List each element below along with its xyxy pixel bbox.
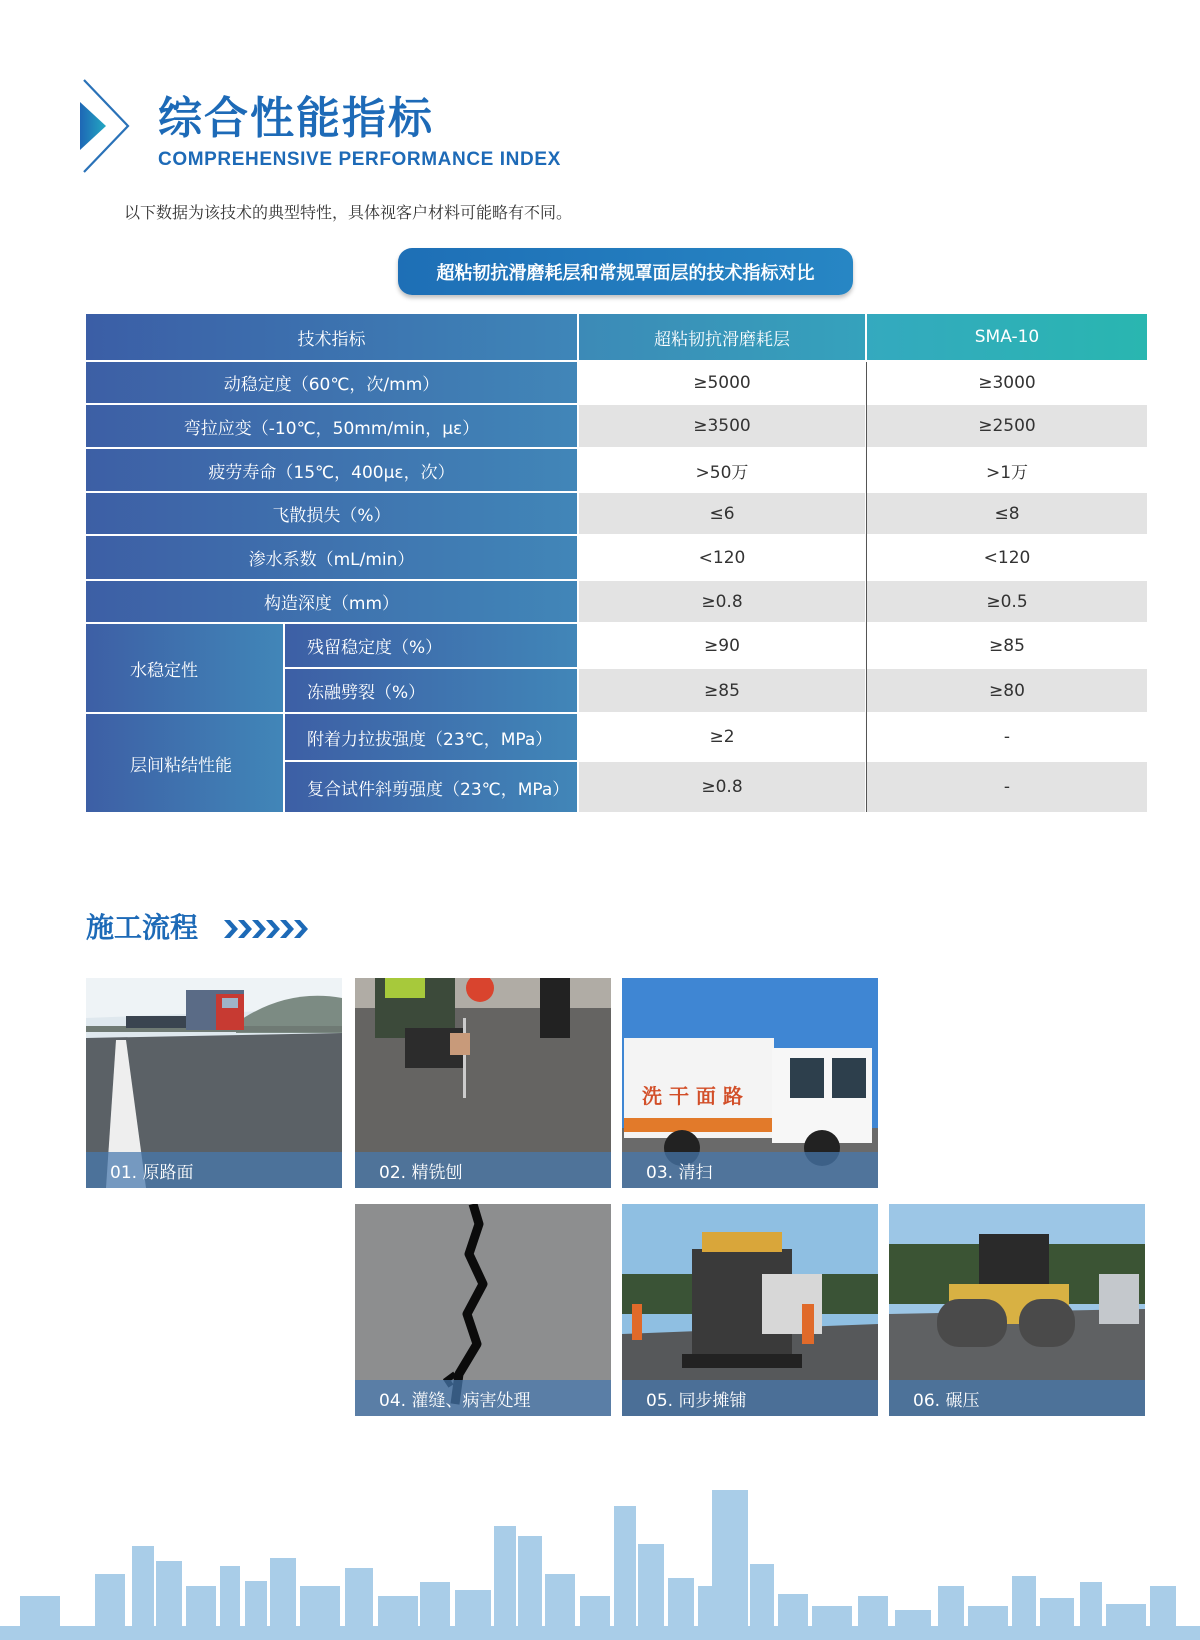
row-label: 附着力拉拔强度（23℃，MPa） xyxy=(285,714,577,760)
row-value-sma: ≥3000 xyxy=(867,362,1147,403)
step-caption: 05. 同步摊铺 xyxy=(622,1380,878,1416)
comparison-title: 超粘韧抗滑磨耗层和常规罩面层的技术指标对比 xyxy=(436,262,815,284)
comparison-title-badge xyxy=(398,248,853,295)
step-caption: 06. 碾压 xyxy=(889,1380,1145,1416)
chevron-arrows-icon xyxy=(224,918,314,940)
row-value-sma: - xyxy=(867,762,1147,812)
step-caption: 03. 清扫 xyxy=(622,1152,878,1188)
row-value-new: >50万 xyxy=(579,449,865,491)
row-value-sma: <120 xyxy=(867,536,1147,579)
chevron-logo-icon xyxy=(80,78,132,174)
step-caption: 01. 原路面 xyxy=(86,1152,342,1188)
row-value-sma: ≤8 xyxy=(867,493,1147,534)
page-subtitle: COMPREHENSIVE PERFORMANCE INDEX xyxy=(158,149,561,170)
row-value-new: ≥0.8 xyxy=(579,762,865,812)
row-value-sma: >1万 xyxy=(867,449,1147,491)
column-divider xyxy=(866,362,867,812)
process-step-3 xyxy=(622,978,878,1188)
process-step-6 xyxy=(889,1204,1145,1416)
city-skyline-graphic xyxy=(0,1486,1200,1640)
group-label-water-stability: 水稳定性 xyxy=(86,624,283,712)
step-caption: 02. 精铣刨 xyxy=(355,1152,611,1188)
row-value-new: ≥5000 xyxy=(579,362,865,403)
column-header-new-layer: 超粘韧抗滑磨耗层 xyxy=(579,314,865,360)
column-header-sma10: SMA-10 xyxy=(867,314,1147,360)
row-value-new: ≥85 xyxy=(579,669,865,712)
row-label: 渗水系数（mL/min） xyxy=(86,536,577,579)
group-label-interlayer-bond: 层间粘结性能 xyxy=(86,714,283,812)
intro-text: 以下数据为该技术的典型特性，具体视客户材料可能略有不同。 xyxy=(124,203,573,222)
row-label: 飞散损失（%） xyxy=(86,493,577,534)
row-value-sma: ≥0.5 xyxy=(867,581,1147,622)
page-title: 综合性能指标 xyxy=(158,93,434,144)
row-value-new: ≥0.8 xyxy=(579,581,865,622)
column-header-metric: 技术指标 xyxy=(86,314,577,360)
process-step-5 xyxy=(622,1204,878,1416)
row-value-new: <120 xyxy=(579,536,865,579)
row-label: 冻融劈裂（%） xyxy=(285,669,577,712)
row-label: 弯拉应变（-10℃，50mm/min，με） xyxy=(86,405,577,447)
row-value-sma: ≥85 xyxy=(867,624,1147,667)
process-title: 施工流程 xyxy=(86,911,199,944)
row-label: 残留稳定度（%） xyxy=(285,624,577,667)
row-value-new: ≤6 xyxy=(579,493,865,534)
row-value-new: ≥90 xyxy=(579,624,865,667)
row-label: 疲劳寿命（15℃，400με，次） xyxy=(86,449,577,491)
svg-text:洗 干 面 路: 洗 干 面 路 xyxy=(642,1084,743,1108)
row-value-sma: - xyxy=(867,714,1147,760)
row-value-new: ≥2 xyxy=(579,714,865,760)
process-step-4 xyxy=(355,1204,611,1416)
row-value-new: ≥3500 xyxy=(579,405,865,447)
comparison-table xyxy=(86,314,1147,812)
row-label: 动稳定度（60℃，次/mm） xyxy=(86,362,577,403)
process-step-1 xyxy=(86,978,342,1188)
step-caption: 04. 灌缝、病害处理 xyxy=(355,1380,611,1416)
process-step-2 xyxy=(355,978,611,1188)
row-value-sma: ≥80 xyxy=(867,669,1147,712)
row-label: 复合试件斜剪强度（23℃，MPa） xyxy=(285,762,577,812)
row-label: 构造深度（mm） xyxy=(86,581,577,622)
row-value-sma: ≥2500 xyxy=(867,405,1147,447)
